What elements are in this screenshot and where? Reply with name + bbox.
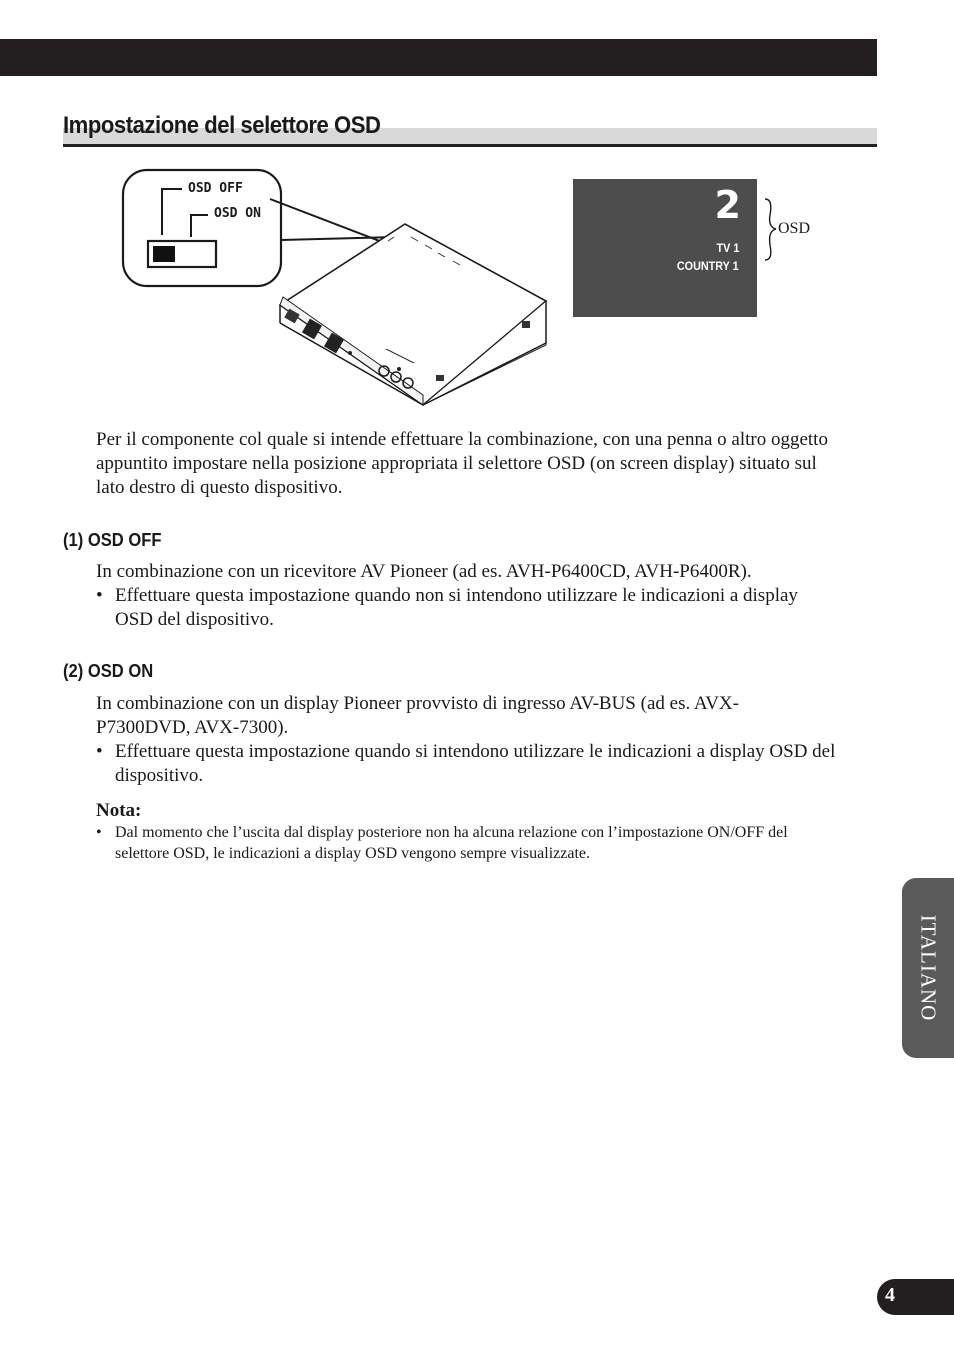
heading-rule	[63, 144, 877, 147]
osd-screen-display	[573, 179, 757, 317]
osd-off-bullet	[96, 584, 836, 632]
osd-country-line: COUNTRY 1	[677, 259, 739, 273]
note-bullet-text: Dal momento che l’uscita dal display posteriore non ha alcuna relazione con l’impostazione ON/OFF del selettore OSD, le indicazioni a display OSD vengono sempre visualizzate.	[115, 824, 788, 862]
osd-off-heading: (1) OSD OFF	[63, 530, 162, 550]
page-number: 4	[885, 1284, 895, 1306]
osd-off-label: OSD OFF	[188, 181, 243, 196]
osd-on-bullet	[96, 740, 836, 788]
osd-on-bullet-text: Effettuare questa impostazione quando si intendono utilizzare le indicazioni a display OSD del dispositivo.	[115, 741, 836, 786]
osd-on-text: In combinazione con un display Pioneer provvisto di ingresso AV-BUS (ad es. AVX-P7300DVD, AVX-7300).	[96, 693, 739, 738]
osd-on-label: OSD ON	[214, 206, 261, 221]
osd-on-heading: (2) OSD ON	[63, 661, 154, 681]
bullet-dot: •	[96, 585, 103, 606]
osd-switch-figure	[118, 165, 838, 410]
osd-channel-number: 2	[714, 183, 741, 227]
osd-tv-line: TV 1	[716, 241, 739, 255]
osd-off-bullet-text: Effettuare questa impostazione quando non si intendono utilizzare le indicazioni a display OSD del dispositivo.	[115, 585, 798, 630]
header-bar	[0, 39, 877, 76]
language-tab	[902, 878, 954, 1058]
osd-annotation: OSD	[778, 220, 811, 237]
note-bullet	[96, 822, 816, 864]
note-title: Nota:	[96, 800, 142, 821]
language-label: ITALIANO	[916, 914, 941, 1022]
intro-paragraph: Per il componente col quale si intende effettuare la combinazione, con una penna o altro oggetto appuntito impostare nella posizione appropriata il selettore OSD (on screen display) situato sul lato destro di questo dispositivo.	[96, 429, 828, 498]
bullet-dot: •	[96, 741, 103, 762]
osd-off-text: In combinazione con un ricevitore AV Pioneer (ad es. AVH-P6400CD, AVH-P6400R).	[96, 561, 752, 582]
page-number-tab	[877, 1279, 954, 1315]
bullet-dot: •	[96, 824, 102, 841]
section-title: Impostazione del selettore OSD	[63, 112, 381, 139]
